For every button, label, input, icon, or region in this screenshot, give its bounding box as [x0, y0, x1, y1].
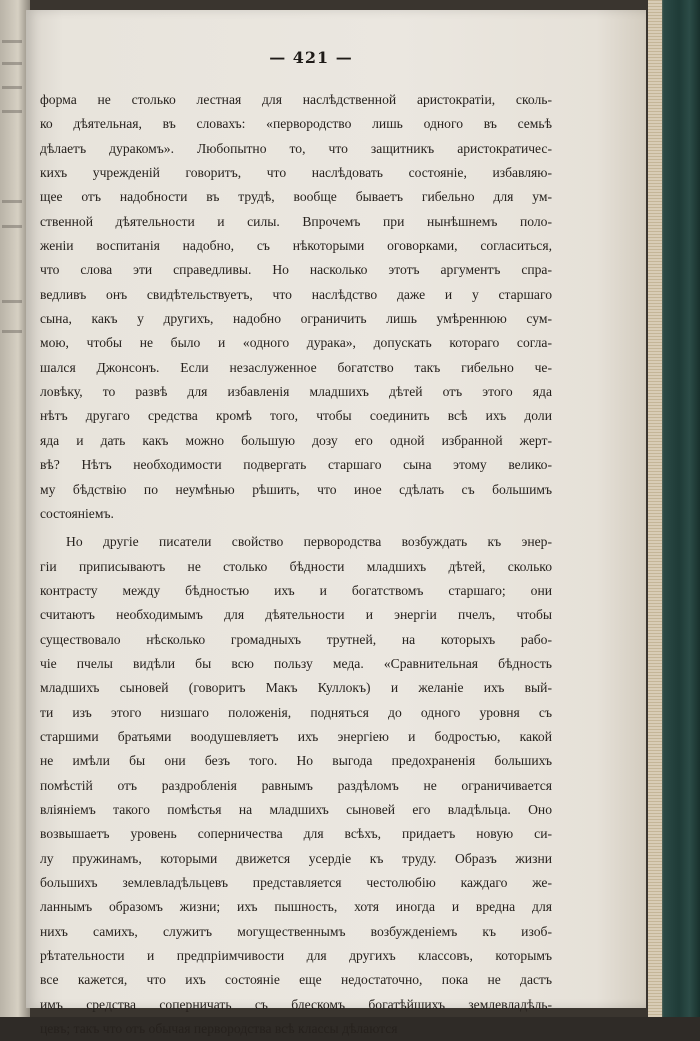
- text-line: существовало нѣсколько громадныхъ трутней, на которыхъ рабо-: [40, 631, 552, 647]
- text-line: женіи воспитанія надобно, съ нѣкоторыми оговорками, согласиться,: [40, 238, 552, 254]
- text-line: вліяніемъ такого помѣстья на младшихъ сыновей его владѣльца. Оно: [40, 801, 552, 817]
- text-line: сына, какъ у другихъ, надобно ограничить лишь умѣреннюю сум-: [40, 311, 552, 327]
- text-line: младшихъ сыновей (говоритъ Макъ Куллокъ) и желаніе ихъ вый-: [40, 680, 552, 696]
- text-line: щее отъ надобности въ трудѣ, вообще бываетъ гибельно для ум-: [40, 189, 552, 205]
- book-binding: [648, 0, 700, 1017]
- text-line: кихъ учрежденій говоритъ, что наслѣдовать состояніе, избавляю-: [40, 165, 552, 181]
- book-page: [26, 10, 646, 1037]
- text-line: мою, чтобы не было и «одного дурака», допускать котораго согла-: [40, 335, 552, 351]
- text-line: большихъ землевладѣльцевъ представляется честолюбію каждаго же-: [40, 875, 552, 890]
- text-line: дѣлаетъ дуракомъ». Любопытно то, что защитникъ аристократичес-: [40, 140, 552, 156]
- text-line: лу пружинамъ, которыми движется усердіе къ труду. Образъ жизни: [40, 850, 552, 866]
- text-line: рѣтательности и предпріимчивости для другихъ классовъ, которымъ: [40, 948, 552, 964]
- text-line: имъ средства соперничать съ блескомъ богатѣйшихъ землевладѣль-: [40, 996, 552, 1012]
- text-line: состояніемъ.: [40, 505, 114, 521]
- text-line: нѣтъ другаго средства кромѣ того, чтобы соединить всѣ ихъ доли: [40, 408, 552, 424]
- text-line: возвышаетъ уровень соперничества для всѣхъ, придаетъ новую си-: [40, 826, 552, 842]
- text-line: нихъ самихъ, служитъ могущественнымъ возбужденіемъ къ изоб-: [40, 923, 552, 939]
- text-line: контрасту между бѣдностью ихъ и богатствомъ старшаго; они: [40, 582, 552, 598]
- text-line: гіи приписываютъ не столько бѣдности младшихъ дѣтей, сколько: [40, 558, 552, 574]
- text-line: считаютъ необходимымъ для дѣятельности и энергіи пчелъ, чтобы: [40, 607, 552, 623]
- page-edges: [648, 0, 662, 1017]
- body-text: [40, 88, 552, 1041]
- text-line: ведливъ онъ свидѣтельствуетъ, что наслѣдство даже и у старшаго: [40, 286, 552, 302]
- text-line: му бѣдствію по неумѣнью рѣшить, что иное сдѣлать съ большимъ: [40, 481, 552, 497]
- text-line: яда и дать какъ можно большую дозу его одной избранной жерт-: [40, 432, 552, 448]
- text-line: ственной дѣятельности и силы. Впрочемъ при нынѣшнемъ поло-: [40, 213, 552, 229]
- text-line: ти изъ этого низшаго положенія, подняться до одного уровня съ: [40, 704, 552, 720]
- text-line: помѣстій отъ раздробленія равнымъ раздѣломъ не ограничивается: [40, 777, 552, 793]
- page-number: — 421 —: [269, 48, 353, 67]
- text-line: форма не столько лестная для наслѣдственной аристократіи, сколь-: [40, 92, 552, 107]
- text-line: Но другіе писатели свойство первородства возбуждать къ энер-: [66, 534, 552, 550]
- text-line: чіе пчелы видѣли бы всю пользу меда. «Сравнительная бѣдность: [40, 655, 552, 671]
- paragraph-1: [40, 88, 552, 526]
- text-line: вѣ? Нѣтъ необходимости подвергать старшаго сына этому велико-: [40, 457, 552, 473]
- text-line: все кажется, что ихъ состояніе еще недостаточно, пока не дастъ: [40, 972, 552, 988]
- paragraph-2: [40, 530, 552, 1041]
- text-line: ланнымъ образомъ жизни; ихъ пышность, хотя иногда и вредна для: [40, 899, 552, 915]
- text-line: не имѣли бы они безъ того. Но выгода предохраненія большихъ: [40, 753, 552, 769]
- text-line: шался Джонсонъ. Если незаслуженное богатство такъ гибельно че-: [40, 359, 552, 375]
- text-line: старшими братьями воодушевляетъ ихъ энергіею и бодростью, какой: [40, 728, 552, 744]
- text-line: цевъ; такъ что отъ обычая первородства всѣ классы дѣлаются: [40, 1021, 398, 1037]
- text-line: ко дѣятельная, въ словахъ: «первородство лишь одного въ семьѣ: [40, 116, 552, 132]
- text-line: ловѣку, то развѣ для избавленія младшихъ дѣтей отъ этого яда: [40, 384, 552, 400]
- text-line: что слова эти справедливы. Но насколько этотъ аргументъ спра-: [40, 262, 552, 278]
